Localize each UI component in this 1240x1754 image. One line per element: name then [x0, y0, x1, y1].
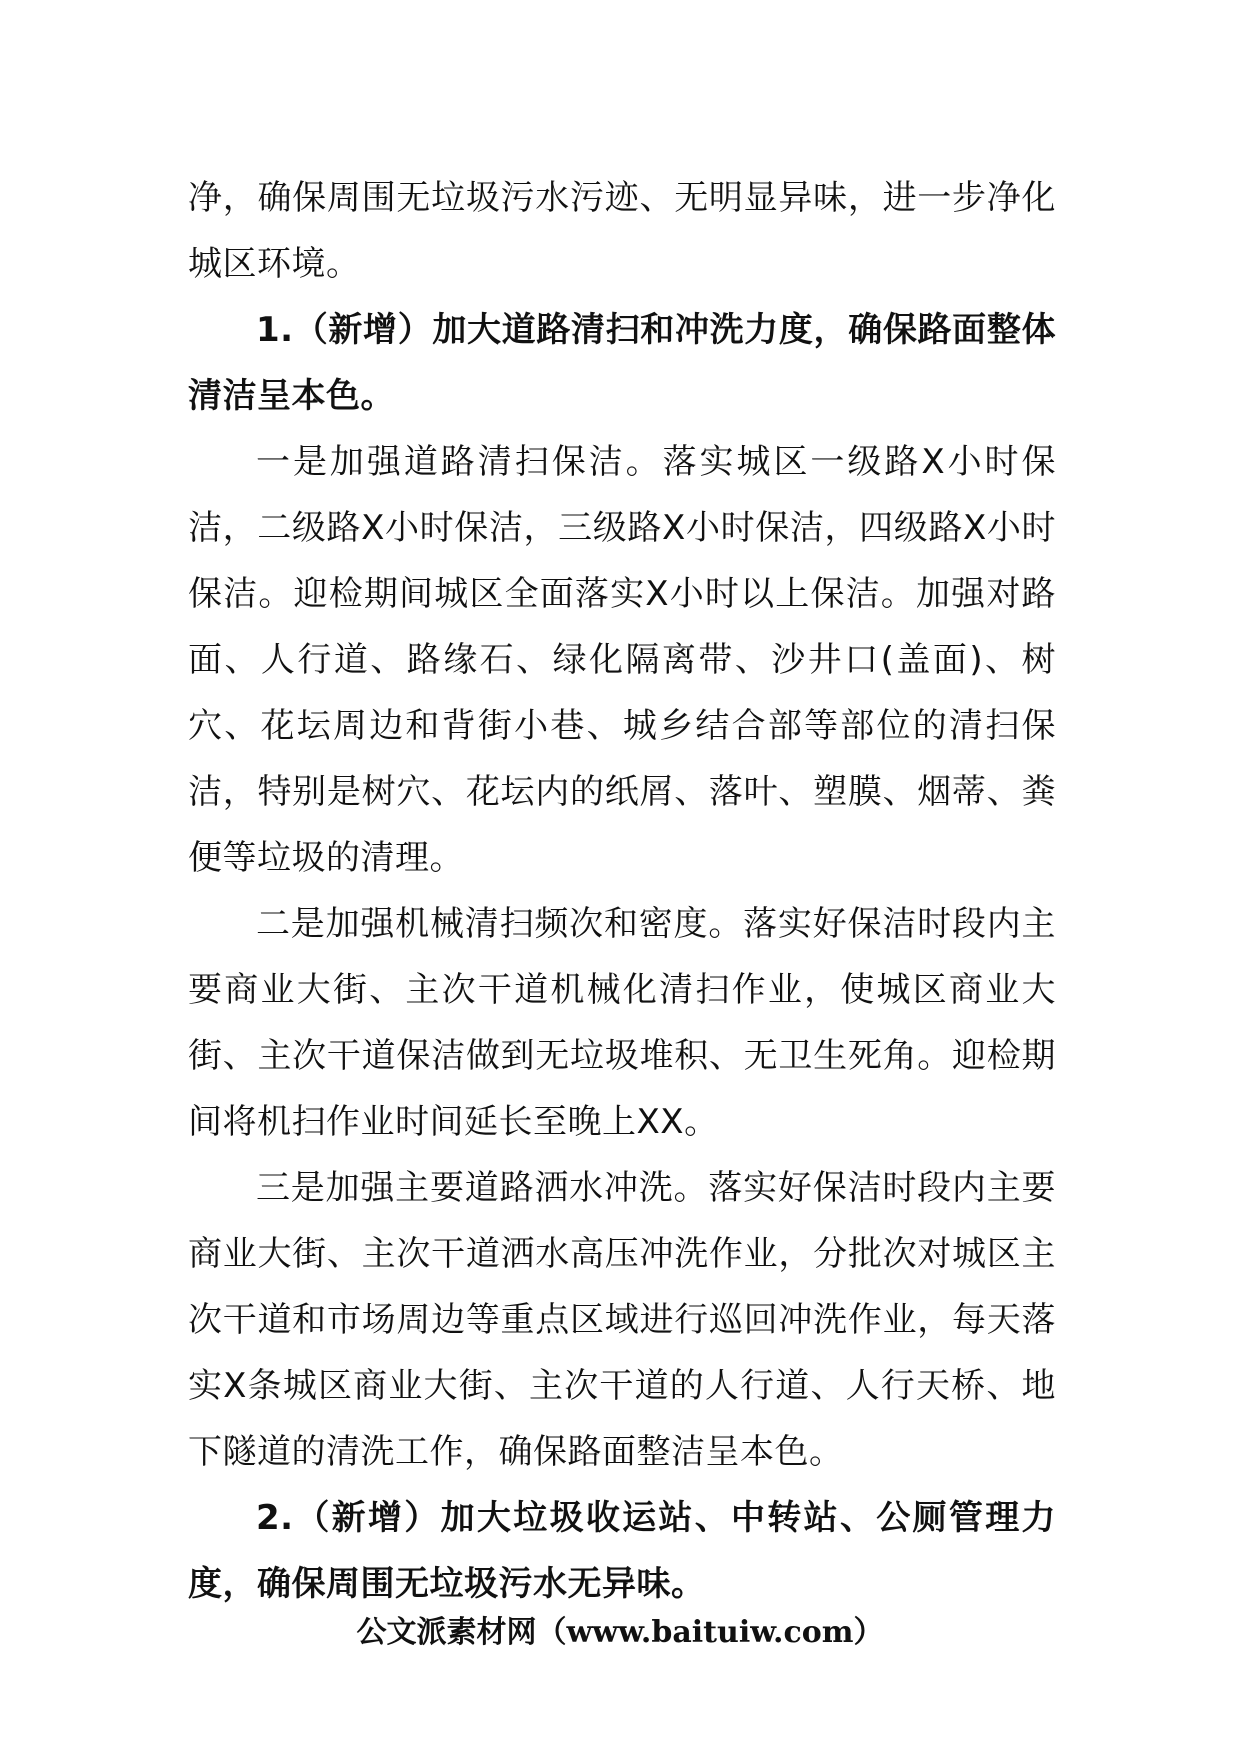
paragraph-continuation: 净，确保周围无垃圾污水污迹、无明显异味，进一步净化城区环境。 [188, 178, 1056, 284]
paragraph-water-flushing: 三是加强主要道路洒水冲洗。落实好保洁时段内主要商业大街、主次干道洒水高压冲洗作业，分批次对城区主次干道和市场周边等重点区域进行巡回冲洗作业，每天落实X条城区商业大街、主次干道的人行道、人行天桥、地下隧道的清洗工作，确保路面整洁呈本色。 [188, 1168, 1056, 1472]
footer-source-line: 公文派素材网（www.baituiw.com） [356, 1615, 884, 1650]
section-heading-2: 2.（新增）加大垃圾收运站、中转站、公厕管理力度，确保周围无垃圾污水无异味。 [188, 1498, 1056, 1604]
document-body [188, 165, 1056, 1617]
section-heading-1: 1.（新增）加大道路清扫和冲洗力度，确保路面整体清洁呈本色。 [188, 310, 1056, 416]
paragraph-road-cleaning: 一是加强道路清扫保洁。落实城区一级路X小时保洁，二级路X小时保洁，三级路X小时保洁，四级路X小时保洁。迎检期间城区全面落实X小时以上保洁。加强对路面、人行道、路缘石、绿化隔离带、沙井口(盖面)、树穴、花坛周边和背街小巷、城乡结合部等部位的清扫保洁，特别是树穴、花坛内的纸屑、落叶、塑膜、烟蒂、粪便等垃圾的清理。 [188, 442, 1056, 878]
paragraph-mechanical-sweeping: 二是加强机械清扫频次和密度。落实好保洁时段内主要商业大街、主次干道机械化清扫作业，使城区商业大街、主次干道保洁做到无垃圾堆积、无卫生死角。迎检期间将机扫作业时间延长至晚上XX。 [188, 904, 1056, 1142]
